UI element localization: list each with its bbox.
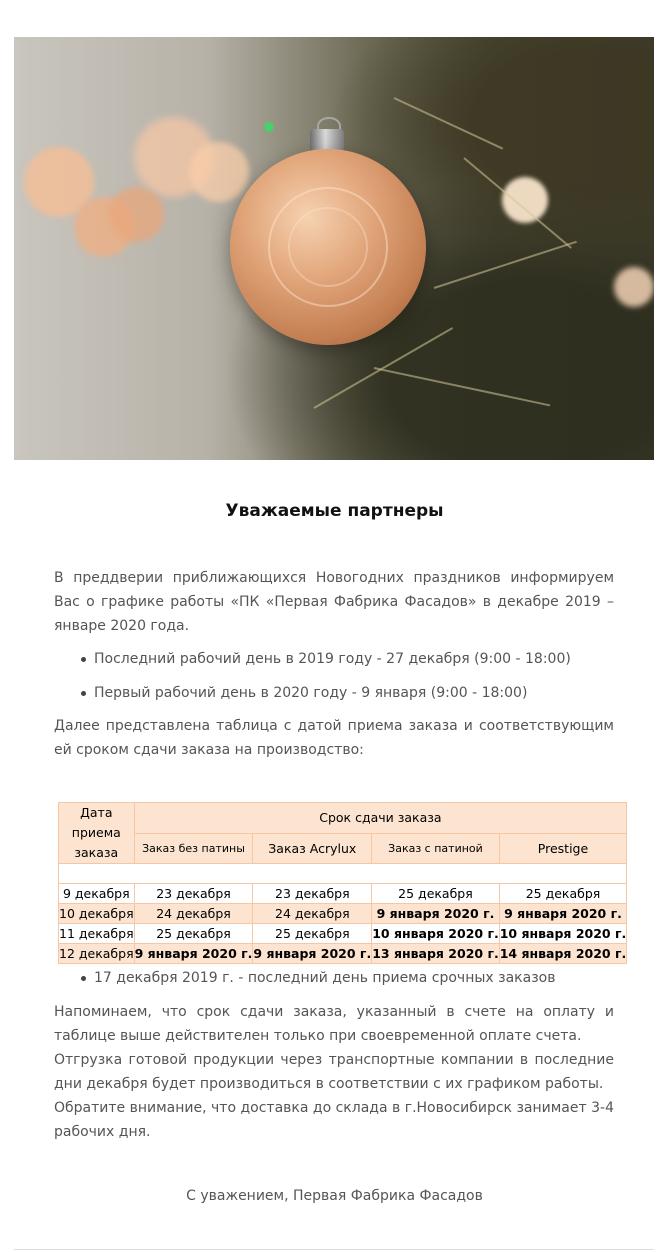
table-cell: 13 января 2020 г. (372, 944, 500, 964)
table-cell: 23 декабря (134, 884, 253, 904)
reminder-paragraph: Напоминаем, что срок сдачи заказа, указанный в счете на оплату и таблице выше действителен только при своевременной оплате счета. (54, 1004, 614, 1044)
divider (14, 1249, 654, 1250)
ornament-ball (230, 149, 426, 345)
table-cell: 11 декабря (59, 924, 135, 944)
table-cell: 9 января 2020 г. (499, 904, 627, 924)
header-deadline-group: Срок сдачи заказа (134, 803, 627, 834)
signature: С уважением, Первая Фабрика Фасадов (186, 1188, 483, 1204)
shipping-paragraph: Отгрузка готовой продукции через транспортные компании в последние дни декабря будет производиться в соответствии с их графиком работы. (54, 1052, 614, 1092)
table-cell: 9 января 2020 г. (134, 944, 253, 964)
order-schedule-table (58, 802, 627, 964)
header-order-date: Дата приема заказа (59, 803, 135, 864)
table-cell: 24 декабря (253, 904, 372, 924)
table-cell: 10 января 2020 г. (372, 924, 500, 944)
table-cell: 25 декабря (134, 924, 253, 944)
table-cell: 25 декабря (499, 884, 627, 904)
table-intro-paragraph: Далее представлена таблица с датой приема заказа и соответствующим ей сроком сдачи заказа на производство: (54, 718, 614, 758)
bokeh-light (502, 177, 548, 223)
table-cell: 25 декабря (253, 924, 372, 944)
table-cell: 14 января 2020 г. (499, 944, 627, 964)
table-spacer (59, 864, 627, 884)
pine-needle (394, 97, 504, 150)
table-cell: 10 января 2020 г. (499, 924, 627, 944)
delivery-paragraph: Обратите внимание, что доставка до склада в г.Новосибирск занимает 3-4 рабочих дня. (54, 1100, 614, 1140)
subheader-acrylux: Заказ Acrylux (253, 833, 372, 864)
table-row (59, 924, 627, 944)
table-cell: 9 января 2020 г. (372, 904, 500, 924)
table-subheader-row (59, 833, 627, 864)
intro-paragraph: В преддверии приближающихся Новогодних праздников информируем Вас о графике работы «ПК «Первая Фабрика Фасадов» в декабре 2019 – январе 2020 года. (54, 570, 614, 634)
page-title: Уважаемые партнеры (225, 501, 444, 521)
table-cell: 25 декабря (372, 884, 500, 904)
pine-needle (463, 157, 572, 249)
table-cell: 9 декабря (59, 884, 135, 904)
bokeh-light (614, 267, 654, 307)
bokeh-light (189, 142, 249, 202)
table-row (59, 884, 627, 904)
table-cell: 23 декабря (253, 884, 372, 904)
pine-needle (434, 241, 577, 289)
table-cell: 9 января 2020 г. (253, 944, 372, 964)
bokeh-light (109, 187, 164, 242)
subheader-no-patina: Заказ без патины (134, 833, 253, 864)
bullet-first-working-day: Первый рабочий день в 2020 году - 9 января (9:00 - 18:00) (94, 681, 527, 705)
table-header-row (59, 803, 627, 834)
subheader-with-patina: Заказ с патиной (372, 833, 500, 864)
subheader-prestige: Prestige (499, 833, 627, 864)
bullet-urgent-orders: 17 декабря 2019 г. - последний день приема срочных заказов (94, 966, 555, 990)
bullet-last-working-day: Последний рабочий день в 2019 году - 27 декабря (9:00 - 18:00) (94, 647, 571, 671)
hero-image (14, 37, 654, 460)
table-cell: 10 декабря (59, 904, 135, 924)
table-cell: 12 декабря (59, 944, 135, 964)
bokeh-light-green (264, 122, 274, 132)
pine-needle (374, 367, 550, 406)
table-spacer-cell (59, 864, 627, 884)
table-row (59, 944, 627, 964)
ornament-emblem (268, 187, 388, 307)
table-cell: 24 декабря (134, 904, 253, 924)
table-row (59, 904, 627, 924)
